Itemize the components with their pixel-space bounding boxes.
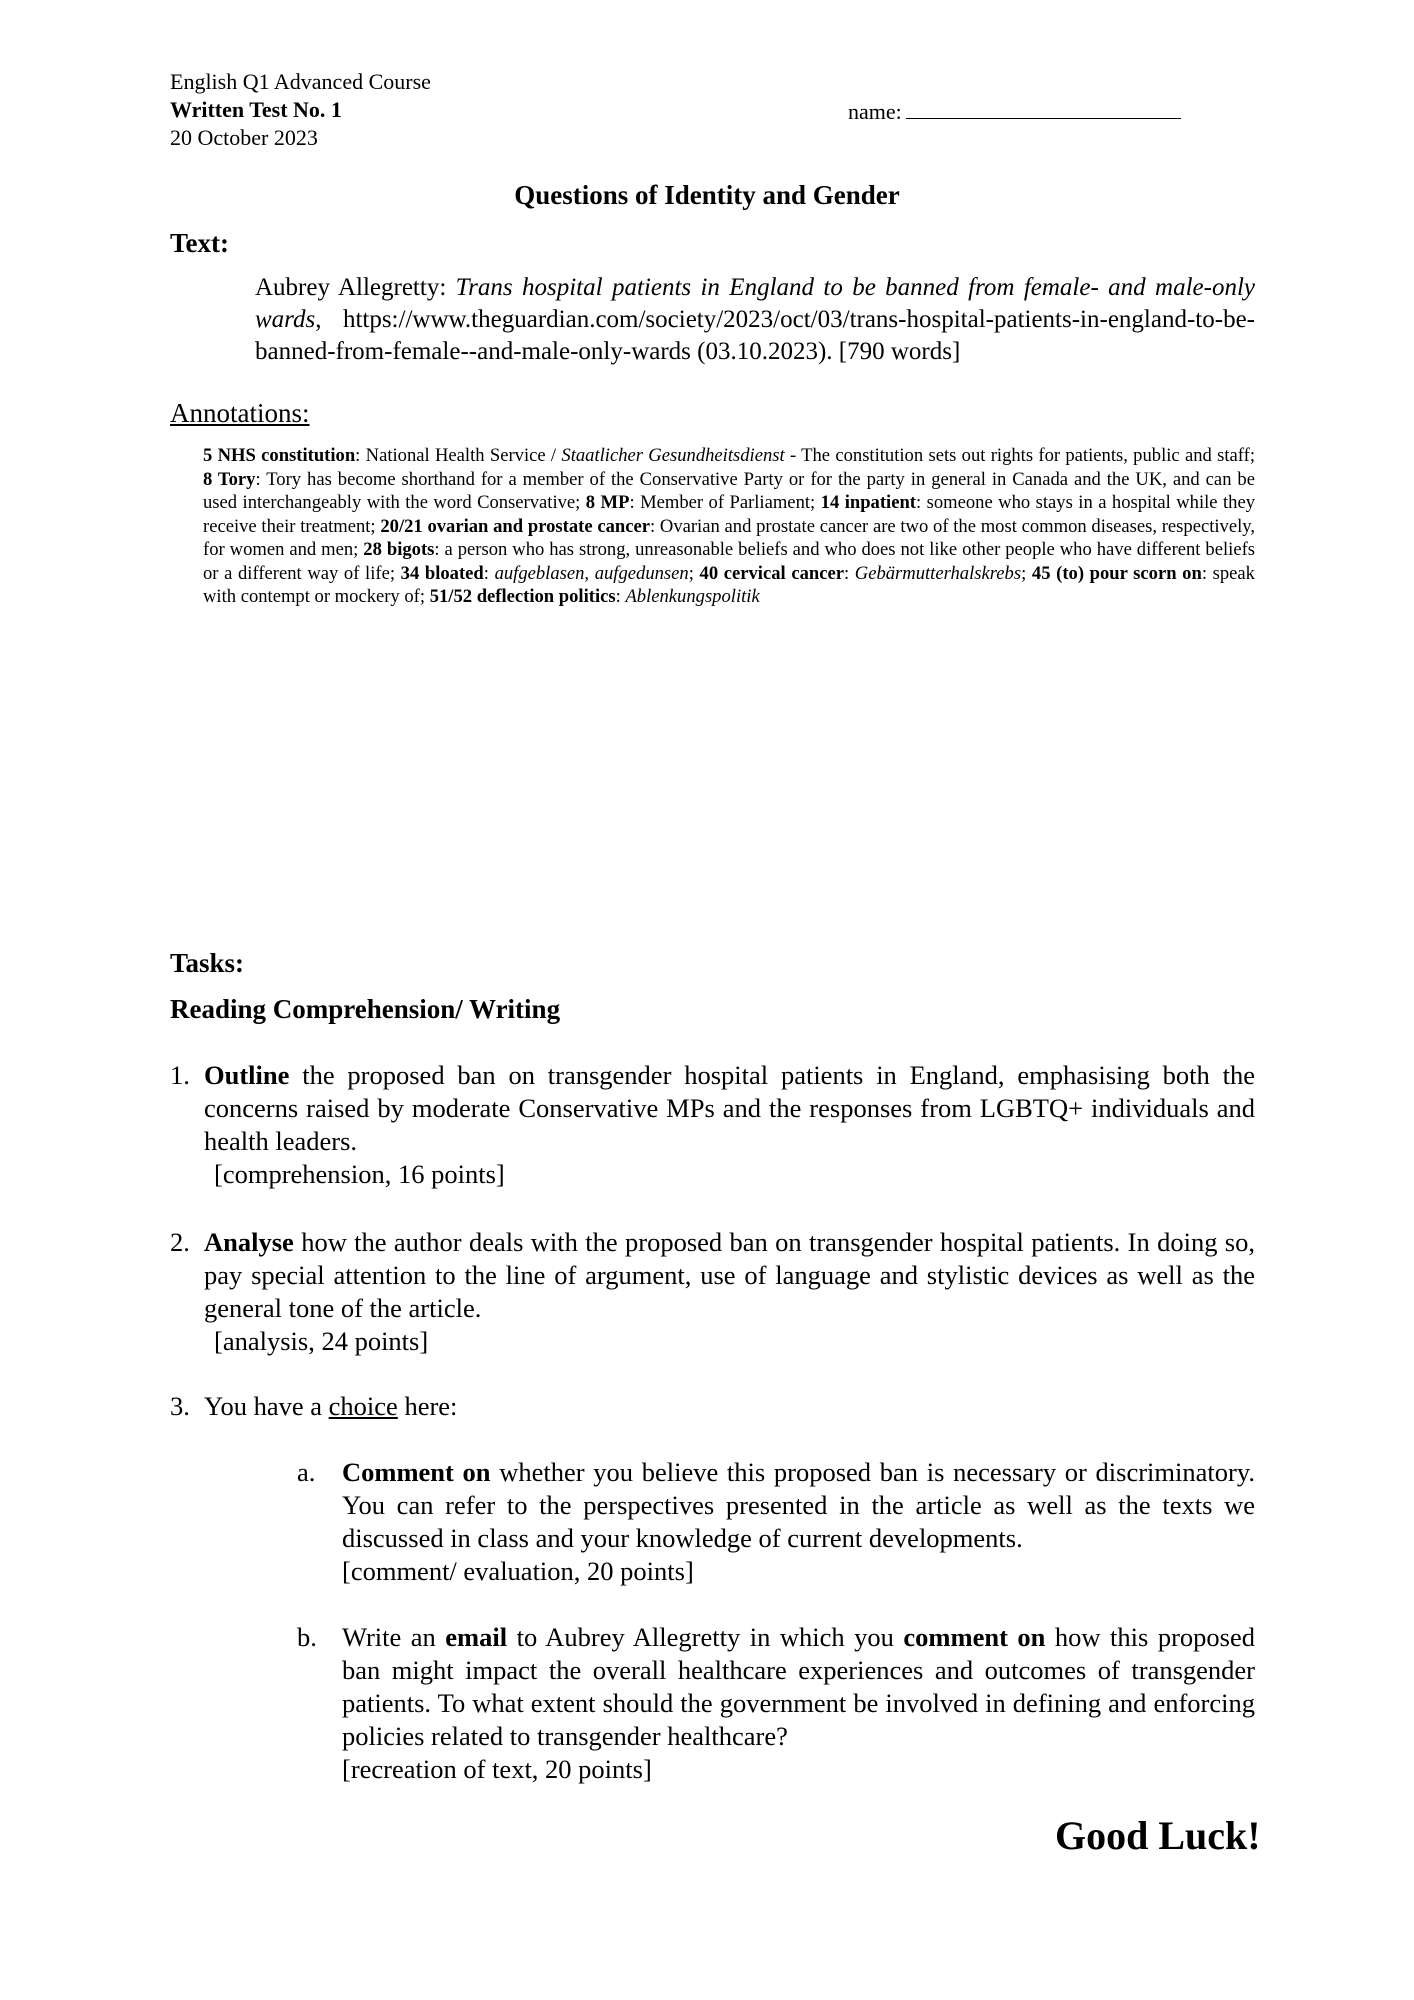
annotation-definition: ; [688,562,700,584]
subtask-keyword: Comment on [342,1457,491,1487]
source-citation [255,272,1255,368]
subtask-keyword-email: email [445,1622,508,1652]
task-number: 3. [170,1391,190,1421]
annotation-separator: : [629,492,641,513]
annotation-separator: : [434,539,445,560]
annotation-definition: Staatlicher Gesundheitsdienst [561,445,785,466]
annotation-term: 20/21 ovarian and prostate cancer [380,515,650,537]
task-1 [170,1059,1255,1191]
task-2 [170,1226,1255,1358]
subtask-a [297,1456,1255,1588]
annotation-separator: : [916,492,927,513]
annotation-separator: : [843,562,855,584]
subtask-points: [comment/ evaluation, 20 points] [342,1556,694,1586]
annotation-term: 8 MP [585,492,630,513]
task-text: the proposed ban on transgender hospital patients in England, emphasising both the concerns raised by moderate Conservative MPs and the responses from LGBTQ+ individuals and health leaders. [204,1060,1255,1156]
annotation-separator: : [255,468,267,490]
task-keyword: Analyse [204,1227,294,1257]
annotation-definition: Ovarian and prostate cancer are two of the most common diseases, respectively, for women and men; [203,515,1256,560]
subtask-keyword-comment: comment on [903,1622,1046,1652]
task-points: [comprehension, 16 points] [214,1159,505,1189]
annotation-term: 45 (to) pour scorn on [1031,562,1202,584]
test-label: Written Test No. 1 [170,97,342,122]
annotation-term: 40 cervical cancer [699,562,844,584]
annotation-definition: Member of Parliament; [640,492,821,513]
subtask-b [297,1621,1255,1786]
annotation-definition: aufgeblasen, aufgedunsen [494,562,689,584]
annotation-definition: a person who has strong, unreasonable beliefs and who does not like other people who have different beliefs or a different way of life; [203,539,1255,584]
task-number: 1. [170,1060,190,1090]
annotation-separator: : [483,562,495,584]
subtask-letter: b. [297,1622,317,1652]
annotation-term: 14 inpatient [820,492,916,513]
annotation-term: 5 NHS constitution [203,445,356,466]
task-text: You have a [204,1391,329,1421]
annotation-definition: - The constitution sets out rights for patients, public and staff; [784,445,1255,466]
name-label: name: [848,99,902,124]
tasks-heading: Tasks: [170,948,245,978]
name-field[interactable] [848,98,1181,126]
annotation-separator: : [649,515,660,537]
good-luck-closing: Good Luck! [1055,1813,1261,1858]
article-title: Trans hospital patients in England to be banned from female- and male-only wards [255,274,1255,333]
source-url: , https://www.theguardian.com/society/2023/oct/03/trans-hospital-patients-in-england-to-be-banned-from-female--and-male-only-wards (03.10.2023). [790 words] [255,306,1255,365]
annotation-definition: Tory has become shorthand for a member of the Conservative Party or for the party in general in Canada and the UK, and can be used interchangeably with the word Conservative; [203,468,1255,513]
choice-word: choice [328,1391,398,1421]
document-title: Questions of Identity and Gender [514,180,900,210]
course-label: English Q1 Advanced Course [170,69,431,94]
subtask-letter: a. [297,1457,316,1487]
subtask-points: [recreation of text, 20 points] [342,1754,652,1784]
task-text: how the author deals with the proposed ban on transgender hospital patients. In doing so, pay special attention to the line of argument, use of language and stylistic devices as well as the general tone of the article. [204,1227,1255,1323]
task-3 [170,1390,1255,1423]
annotation-definition: ; [1021,562,1032,584]
text-heading: Text: [170,228,229,258]
name-blank-line[interactable] [906,98,1181,119]
annotations-list [203,444,1255,609]
annotation-term: 28 bigots [363,539,435,560]
subtask-text: Write an [342,1622,446,1652]
annotations-heading: Annotations: [170,398,310,428]
annotation-definition: speak with contempt or mockery of; [203,562,1255,607]
subtask-text: to Aubrey Allegretty in which you [507,1622,904,1652]
author: Aubrey Allegretty: [255,274,447,301]
annotation-definition: National Health Service / [365,445,562,466]
task-points: [analysis, 24 points] [214,1326,429,1356]
task-keyword: Outline [204,1060,290,1090]
subtask-text: whether you believe this proposed ban is necessary or discriminatory. You can refer to the perspectives presented in the article as well as the texts we discussed in class and your knowledge of current developments. [342,1457,1255,1553]
annotation-term: 8 Tory [203,468,256,490]
date-label: 20 October 2023 [170,125,318,150]
annotation-definition: Ablenkungspolitik [625,586,760,607]
annotation-definition: someone who stays in a hospital while they receive their treatment; [203,492,1256,537]
reading-comprehension-heading: Reading Comprehension/ Writing [170,994,561,1024]
annotation-definition: Gebärmutterhalskrebs [854,562,1022,584]
task-text-end: here: [397,1391,458,1421]
annotation-separator: : [355,445,366,466]
annotation-term: 34 bloated [400,562,484,584]
task-number: 2. [170,1227,190,1257]
annotation-separator: : [615,586,626,607]
annotation-term: 51/52 deflection politics [429,586,616,607]
subtask-text: how this proposed ban might impact the overall healthcare experiences and outcomes of transgender patients. To what extent should the government be involved in defining and enforcing policies related to transgender healthcare? [342,1622,1255,1751]
annotation-separator: : [1201,562,1213,584]
